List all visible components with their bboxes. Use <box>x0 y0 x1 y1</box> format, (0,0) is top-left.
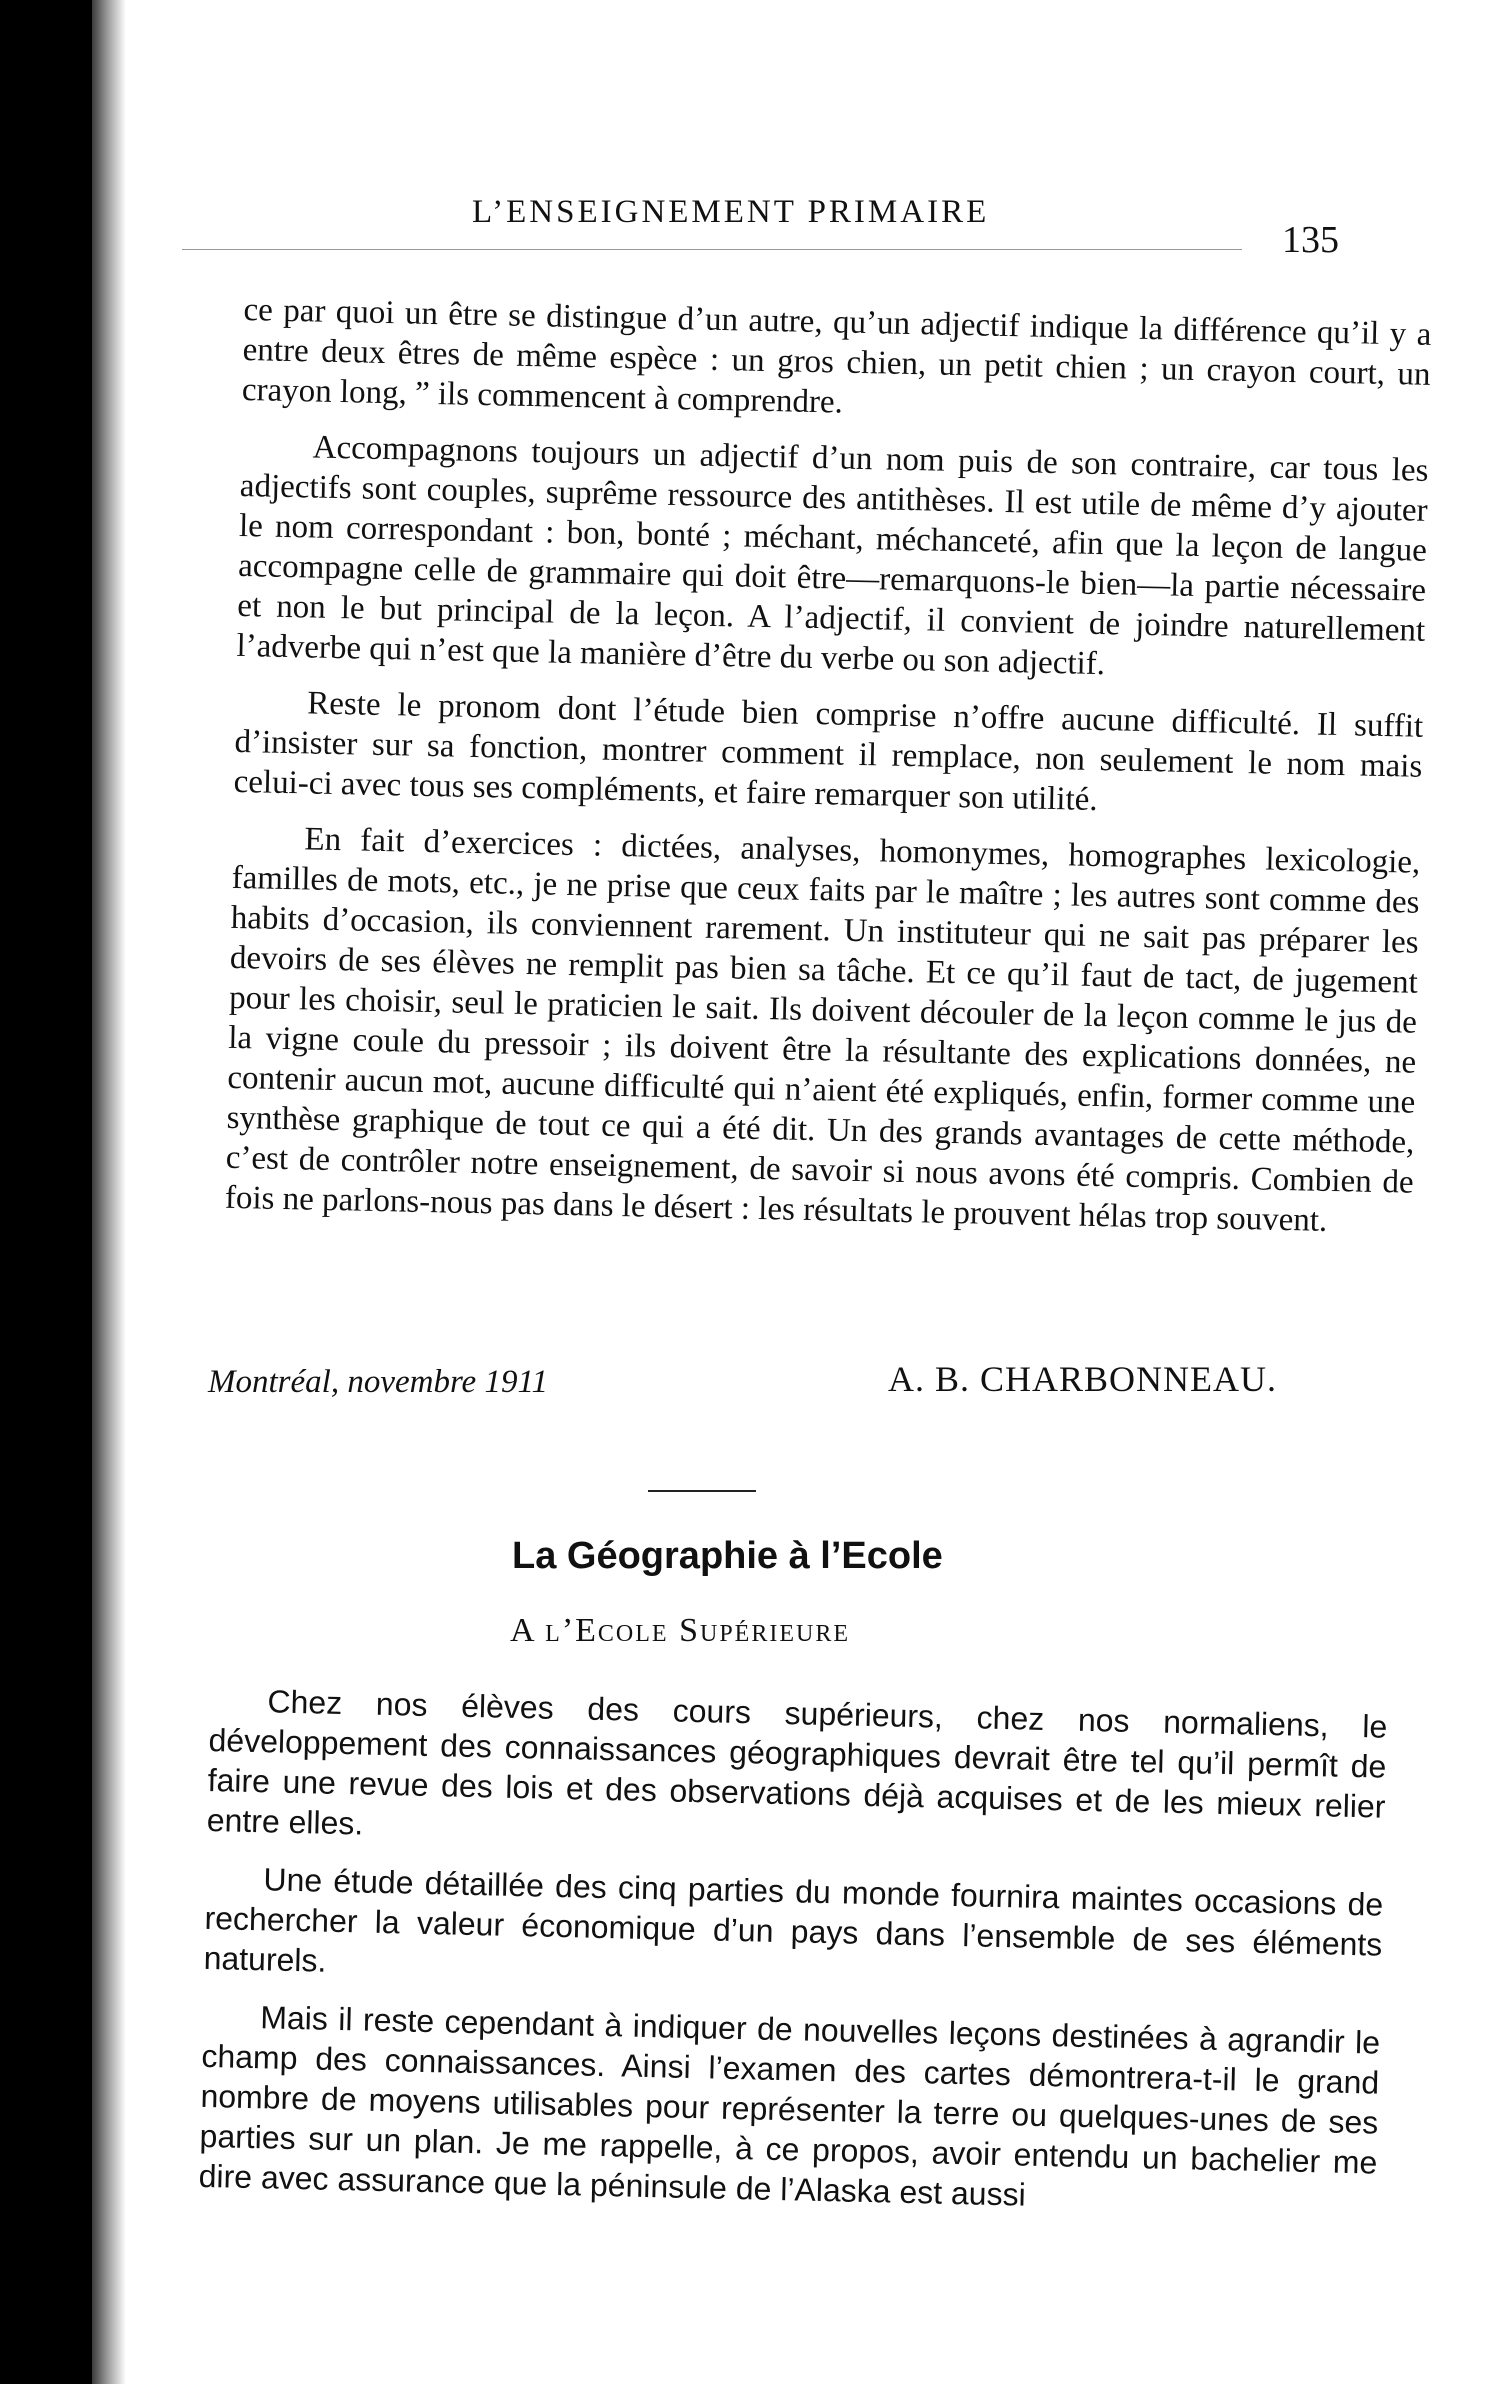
article-body <box>198 1680 1388 2241</box>
body-paragraph: ce par quoi un être se distingue d’un autre, qu’un adjectif indique la différence qu’il y a entre deux êtres de même espèce : un gros chien, un petit chien ; un crayon court, un crayon long, ” ils commencent à comprendre. <box>241 291 1432 421</box>
signature-row <box>208 1358 1308 1408</box>
signature-place-date: Montréal, novembre 1911 <box>208 1364 549 1400</box>
book-spine-shadow <box>92 0 126 2384</box>
article-paragraph: Une étude détaillée des cinq parties du monde fournira maintes occasions de rechercher la valeur économique d’un pays dans l’ensemble de ses éléments naturels. <box>203 1861 1384 1979</box>
header-rule <box>182 249 1242 250</box>
page-number: 135 <box>1282 219 1339 261</box>
body-paragraph: En fait d’exercices : dictées, analyses, homonymes, homographes lexicologie, familles de mots, etc., je ne prise que ceux faits par le maître ; les autres sont comme des habits d’occasion, ils conviennent rarement. Un instituteur qui ne sait pas préparer les devoirs de ses élèves ne remplit pas bien sa tâche. Et ce qu’il faut de tact, de jugement pour les choisir, seul le praticien le sait. Ils doivent découler de la leçon comme le jus de la vigne coule du pressoir ; ils doivent être la résultante des explications données, ne contenir aucun mot, aucune difficulté qui n’aient été expliqués, enfin, former comme une synthèse graphique de tout ce qui a été dit. Un des grands avantages de cette méthode, c’est de contrôler notre enseignement, de savoir si nous avons été compris. Combien de fois ne parlons-nous pas dans le désert : les résultats le prouvent hélas trop souvent. <box>224 821 1421 1239</box>
article-paragraph: Mais il reste cependant à indiquer de nouvelles leçons destinées à agrandir le champ des connaissances. Ainsi l’examen des cartes démontrera-t-il le grand nombre de moyens utilisables pour représenter la terre ou quelques-unes de ses parties sur un plan. Je me rappelle, à ce propos, avoir entendu un bachelier me dire avec assurance que la péninsule de l’Alaska est aussi <box>198 1999 1381 2213</box>
book-page <box>92 0 1504 2384</box>
article-body-continued <box>224 290 1432 1259</box>
article-paragraph: Chez nos élèves des cours supérieurs, chez nos normaliens, le développement des connaissances géographiques devrait être tel qu’il permît de faire une revue des lois et des observations déjà acquises et de les mieux relier entre elles. <box>206 1683 1388 1842</box>
article-title: La Géographie à l’Ecole <box>512 1535 943 1577</box>
signature-author: A. B. CHARBONNEAU. <box>888 1359 1278 1399</box>
article-subtitle: A l’Ecole Supérieure <box>510 1612 850 1649</box>
section-divider <box>648 1490 756 1492</box>
running-head: L’ENSEIGNEMENT PRIMAIRE <box>472 194 990 230</box>
body-paragraph: Accompagnons toujours un adjectif d’un nom puis de son contraire, car tous les adjectifs sont couples, suprême ressource des antithèses. Il est utile de même d’y ajouter le nom correspondant : bon, bonté ; méchant, méchanceté, afin que la leçon de langue accompagne celle de grammaire qui doit être—remarquons-le bien—la partie nécessaire et non le but principal de la leçon. A l’adjectif, il convient de joindre naturellement l’adverbe qui n’est que la manière d’être du verbe ou son adjectif. <box>236 429 1429 683</box>
body-paragraph: Reste le pronom dont l’étude bien comprise n’offre aucune difficulté. Il suffit d’insister sur sa fonction, montrer comment il remplace, non seulement le nom mais celui-ci avec tous ses compléments, et faire remarquer son utilité. <box>233 685 1424 818</box>
